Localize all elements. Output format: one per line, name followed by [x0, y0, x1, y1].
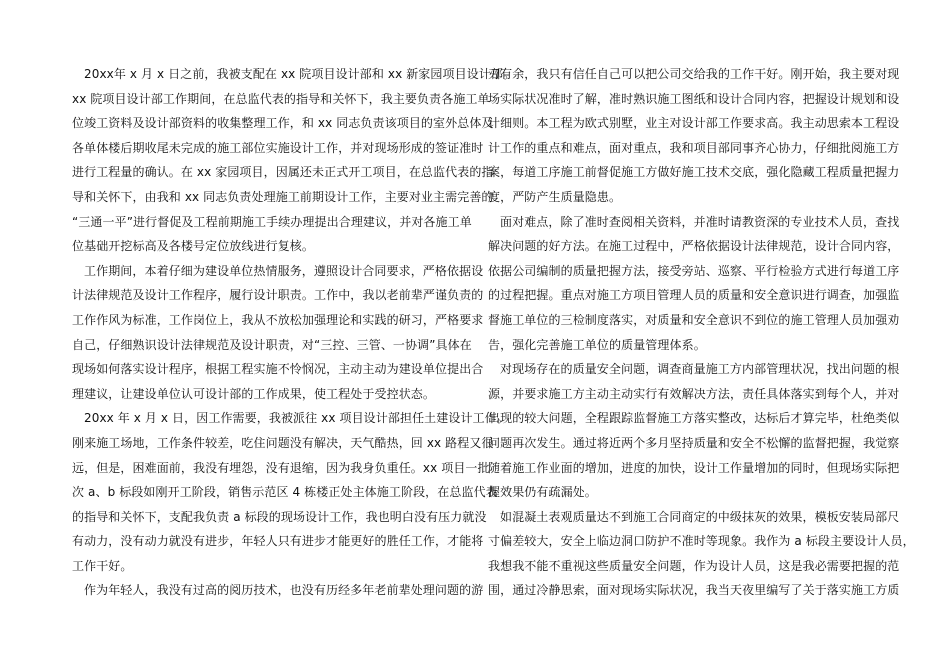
text-line: 现场如何落实设计程序，根据工程实施不怜悯况，主动主动为建设单位提出合	[72, 362, 484, 377]
text-line: 自己，仔细熟识设计法律规范及设计职责，对“三控、三管、一协调”具体在	[72, 337, 472, 352]
text-line: 计工作的重点和难点，面对重点，我和项目部同事齐心协力，仔细批阅施工方	[488, 140, 900, 155]
text-line: 计细则。本工程为欧式别墅，业主对设计部工作要求高。我主动思索本工程设	[488, 116, 900, 131]
text-line: 围，通过冷静思索，面对现场实际状况，我当天夜里编写了关于落实施工方质	[488, 583, 900, 598]
text-line: 寸偏差较大，安全上临边洞口防护不准时等现象。我作为 a 标段主要设计人员，	[488, 534, 915, 549]
text-line: 出现的较大问题，全程跟踪监督施工方落实整改，达标后才算完毕，杜绝类似	[488, 411, 900, 426]
text-line: xx 院项目设计部工作期间，在总监代表的指导和关怀下，我主要负责各施工单	[72, 91, 490, 106]
text-line: 导和关怀下，由我和 xx 同志负责处理施工前期设计工作，主要对业主需完善的	[72, 189, 494, 204]
text-line: 解决问题的好方法。在施工过程中，严格依据设计法律规范，设计合同内容，	[488, 239, 900, 254]
text-line: 有动力，没有动力就没有进步，年轻人只有进步才能更好的胜任工作，才能将	[72, 534, 484, 549]
text-line: 对现场存在的质量安全问题，调查商量施工方内部管理状况，找出问题的根	[500, 362, 900, 377]
text-line: 20xx 年 x 月 x 日，因工作需要，我被派往 xx 项目设计部担任土建设计工作。	[84, 411, 509, 426]
text-line: 依据公司编制的质量把握方法，接受旁站、巡察、平行检验方式进行每道工序	[488, 263, 900, 278]
text-line: 面对难点，除了准时查阅相关资料，并准时请教资深的专业技术人员，查找	[500, 214, 900, 229]
text-line: 我想我不能不重视这些质量安全问题，作为设计人员，这是我必需要把握的范	[488, 558, 900, 573]
text-line: 的过程把握。重点对施工方项目管理人员的质量和安全意识进行调查，加强监	[488, 288, 900, 303]
text-line: 刚来施工场地，工作条件较差，吃住问题没有解决，天气酷热，回 xx 路程又很	[72, 435, 494, 450]
text-line: 的指导和关怀下，支配我负责 a 标段的现场设计工作，我也明白没有压力就没	[72, 509, 487, 524]
text-line: 刃有余，我只有信任自己可以把公司交给我的工作干好。刚开始，我主要对现	[488, 67, 900, 81]
text-line: 计法律规范及设计工作程序，履行设计职责。工作中，我以老前辈严谨负责的	[72, 288, 484, 303]
text-line: 作为年轻人，我没有过高的阅历技术，也没有历经多年老前辈处理问题的游	[84, 583, 484, 598]
text-line: “三通一平”进行督促及工程前期施工手续办理提出合理建议，并对各施工单	[72, 214, 472, 229]
text-line: 进行工程量的确认。在 xx 家园项目，因属还未正式开工项目，在总监代表的指	[72, 165, 494, 180]
text-line: 20xx年 x 月 x 日之前，我被支配在 xx 院项目设计部和 xx 新家园项目设计部。	[84, 67, 516, 81]
right-text-column	[488, 62, 915, 603]
text-line: 案，每道工序施工前督促施工方做好施工技术交底，强化隐藏工程质量把握力	[488, 165, 900, 180]
text-line: 工作期间，本着仔细为建设单位热情服务，遵照设计合同要求，严格依据设	[84, 263, 484, 278]
left-text-column	[72, 62, 516, 603]
text-line: 各单体楼后期收尾未完成的施工部位实施设计工作，并对现场形成的签证准时	[72, 140, 484, 155]
text-line: 问题再次发生。通过将近两个多月坚持质量和安全不松懈的监督把握，我觉察	[488, 435, 900, 450]
text-line: 随着施工作业面的增加，进度的加快，设计工作量增加的同时，但现场实际把	[488, 460, 900, 475]
text-line: 督施工单位的三检制度落实，对质量和安全意识不到位的施工管理人员加强劝	[488, 312, 900, 327]
text-line: 如混凝土表观质量达不到施工合同商定的中级抹灰的效果，模板安装局部尺	[500, 509, 900, 524]
text-line: 位竣工资料及设计部资料的收集整理工作，和 xx 同志负责该项目的室外总体及	[72, 116, 494, 131]
text-line: 握效果仍有疏漏处。	[488, 485, 597, 500]
text-line: 场实际状况准时了解，准时熟识施工图纸和设计合同内容，把握设计规划和设	[488, 91, 900, 106]
text-line: 工作干好。	[72, 558, 133, 573]
text-line: 理建议，让建设单位认可设计部的工作成果，使工程处于受控状态。	[72, 386, 436, 401]
text-line: 远，但是，困难面前，我没有埋怨，没有退缩，因为我身负重任。xx 项目一批	[72, 460, 490, 475]
text-line: 度，严防产生质量隐患。	[488, 189, 622, 204]
text-line: 次 a、b 标段如刚开工阶段，销售示范区 4 栋楼正处主体施工阶段，在总监代表	[72, 485, 498, 500]
text-line: 告，强化完善施工单位的质量管理体系。	[488, 337, 706, 352]
text-line: 源，并要求施工方主动主动实行有效解决方法，责任具体落实到每个人，并对	[488, 386, 900, 401]
text-line: 位基础开挖标高及各楼号定位放线进行复核。	[72, 239, 315, 254]
text-line: 工作作风为标准，工作岗位上，我从不放松加强理论和实践的研习，严格要求	[72, 312, 484, 327]
